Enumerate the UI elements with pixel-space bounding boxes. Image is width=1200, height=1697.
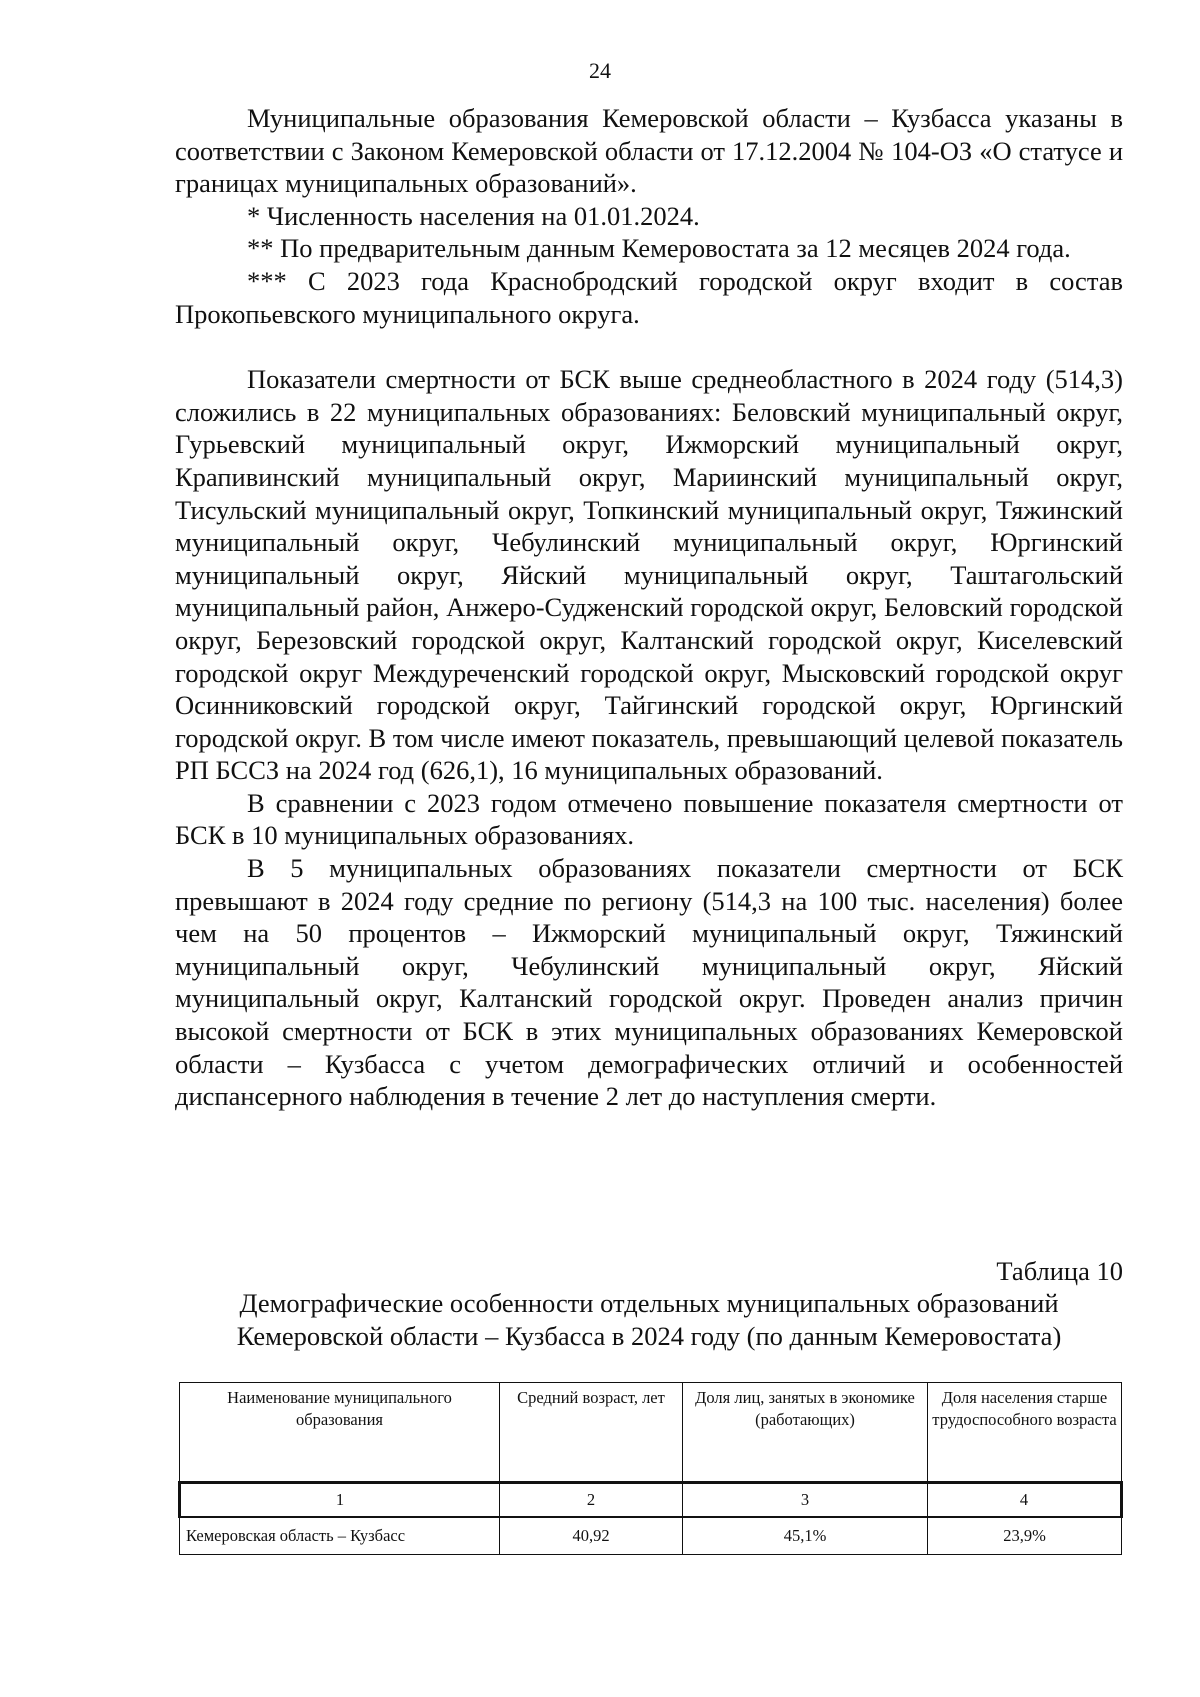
table-title-line2: Кемеровской области – Кузбасса в 2024 году (по данным Кемеровостата) <box>236 1320 1062 1351</box>
header-municipality: Наименование муниципального образования <box>180 1383 500 1483</box>
table-column-numbers-row <box>180 1483 1122 1518</box>
column-number: 3 <box>683 1483 928 1518</box>
cell-municipality: Кемеровская область – Кузбасс <box>180 1517 500 1555</box>
paragraph-bsk-mortality: Показатели смертности от БСК выше среднеобластного в 2024 году (514,3) сложились в 22 муниципальных образованиях: Беловский муниципальный округ, Гурьевский муниципальный округ, Ижморский муниципальный округ, Крапивинский муниципальный округ, Мариинский муниципальный округ, Тисульский муниципальный округ, Топкинский муниципальный округ, Тяжинский муниципальный округ, Чебулинский муниципальный округ, Юргинский муниципальный округ, Яйский муниципальный округ, Таштагольский муниципальный район, Анжеро-Судженский городской округ, Беловский городской округ, Березовский городской округ, Калтанский городской округ, Киселевский городской округ Междуреченский городской округ, Мысковский городской округ Осинниковский городской округ, Тайгинский городской округ, Юргинский городской округ. В том числе имеют показатель, превышающий целевой показатель РП БССЗ на 2024 год (626,1), 16 муниципальных образований. <box>175 364 1123 786</box>
footnote-preliminary-data: ** По предварительным данным Кемеровостата за 12 месяцев 2024 года. <box>247 233 1071 264</box>
header-employed-share: Доля лиц, занятых в экономике (работающих) <box>683 1383 928 1483</box>
cell-employed-share: 45,1% <box>683 1517 928 1555</box>
column-number: 2 <box>500 1483 683 1518</box>
header-avg-age: Средний возраст, лет <box>500 1383 683 1483</box>
paragraph-gap <box>175 330 1123 363</box>
column-number: 1 <box>180 1483 500 1518</box>
demographics-table <box>178 1382 1123 1555</box>
table-title-line1: Демографические особенности отдельных муниципальных образований <box>239 1288 1059 1318</box>
body-text <box>175 102 1123 1113</box>
paragraph-high-mortality: В 5 муниципальных образованиях показатели смертности от БСК превышают в 2024 году средние по региону (514,3 на 100 тыс. населения) более чем на 50 процентов – Ижморский муниципальный округ, Тяжинский муниципальный округ, Чебулинский муниципальный округ, Яйский муниципальный округ, Калтанский городской округ. Проведен анализ причин высокой смертности от БСК в этих муниципальных образованиях Кемеровской области – Кузбасса с учетом демографических отличий и особенностей диспансерного наблюдения в течение 2 лет до наступления смерти. <box>175 853 1123 1112</box>
footnote-population: * Численность населения на 01.01.2024. <box>247 200 700 231</box>
paragraph-municipal-law: Муниципальные образования Кемеровской области – Кузбасса указаны в соответствии с Законом Кемеровской области от 17.12.2004 № 104-ОЗ «О статусе и границах муниципальных образований». <box>175 103 1123 199</box>
column-number: 4 <box>928 1483 1122 1518</box>
cell-avg-age: 40,92 <box>500 1517 683 1555</box>
footnote-krasnobrodsky: *** С 2023 года Краснобродский городской округ входит в состав Прокопьевского муниципального округа. <box>175 265 1123 329</box>
header-elderly-share: Доля населения старше трудоспособного возраста <box>928 1383 1122 1483</box>
table-label: Таблица 10 <box>996 1256 1123 1286</box>
table-title <box>175 1287 1123 1352</box>
paragraph-comparison-2023: В сравнении с 2023 годом отмечено повышение показателя смертности от БСК в 10 муниципальных образованиях. <box>175 787 1123 851</box>
table-header-row <box>180 1383 1122 1483</box>
page-number: 24 <box>589 58 611 83</box>
table-row <box>180 1517 1122 1555</box>
cell-elderly-share: 23,9% <box>928 1517 1122 1555</box>
